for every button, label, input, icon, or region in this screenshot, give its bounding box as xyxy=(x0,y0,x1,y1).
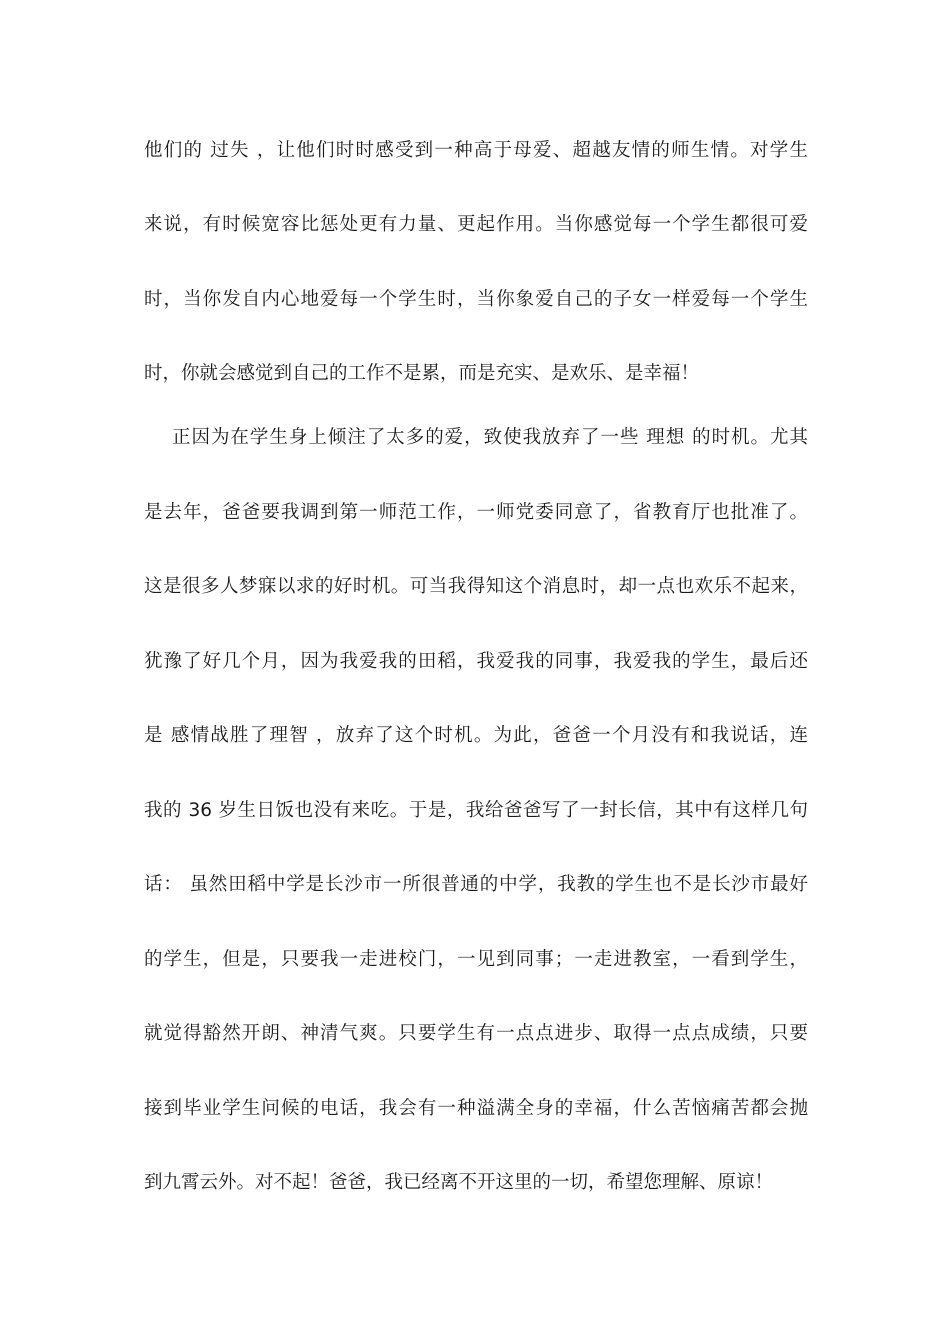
text-line-2: 来说，有时候宽容比惩处更有力量、更起作用。当你感觉每一个学生都很可爱 xyxy=(144,214,808,235)
text-line-1: 他们的 过失 ，让他们时时感受到一种高于母爱、超越友情的师生情。对学生 xyxy=(144,140,808,161)
text-line-13: 就觉得豁然开朗、神清气爽。只要学生有一点点进步、取得一点点成绩，只要 xyxy=(144,1023,808,1044)
text-line-5: 正因为在学生身上倾注了太多的爱，致使我放弃了一些 理想 的时机。尤其 xyxy=(172,427,808,448)
text-line-12: 的学生，但是，只要我一走进校门，一见到同事；一走进教室，一看到学生， xyxy=(144,949,808,970)
text-line-4: 时，你就会感觉到自己的工作不是累，而是充实、是欢乐、是幸福！ xyxy=(144,363,700,384)
text-line-8: 犹豫了好几个月，因为我爱我的田稻，我爱我的同事，我爱我的学生，最后还 xyxy=(144,651,808,672)
text-line-10: 我的 36 岁生日饭也没有来吃。于是，我给爸爸写了一封长信，其中有这样几句 xyxy=(144,800,808,821)
text-line-14: 接到毕业学生问候的电话，我会有一种溢满全身的幸福，什么苦恼痛苦都会抛 xyxy=(144,1098,808,1119)
text-line-3: 时，当你发自内心地爱每一个学生时，当你象爱自己的子女一样爱每一个学生 xyxy=(144,289,808,310)
text-line-7: 这是很多人梦寐以求的好时机。可当我得知这个消息时，却一点也欢乐不起来， xyxy=(144,576,808,597)
text-line-9: 是 感情战胜了理智 ，放弃了这个时机。为此，爸爸一个月没有和我说话，连 xyxy=(144,725,808,746)
text-line-11: 话： 虽然田稻中学是长沙市一所很普通的中学，我教的学生也不是长沙市最好 xyxy=(144,874,808,895)
text-line-6: 是去年，爸爸要我调到第一师范工作，一师党委同意了，省教育厅也批准了。 xyxy=(144,502,808,523)
text-line-15: 到九霄云外。对不起！爸爸，我已经离不开这里的一切，希望您理解、原谅！ xyxy=(144,1172,774,1193)
